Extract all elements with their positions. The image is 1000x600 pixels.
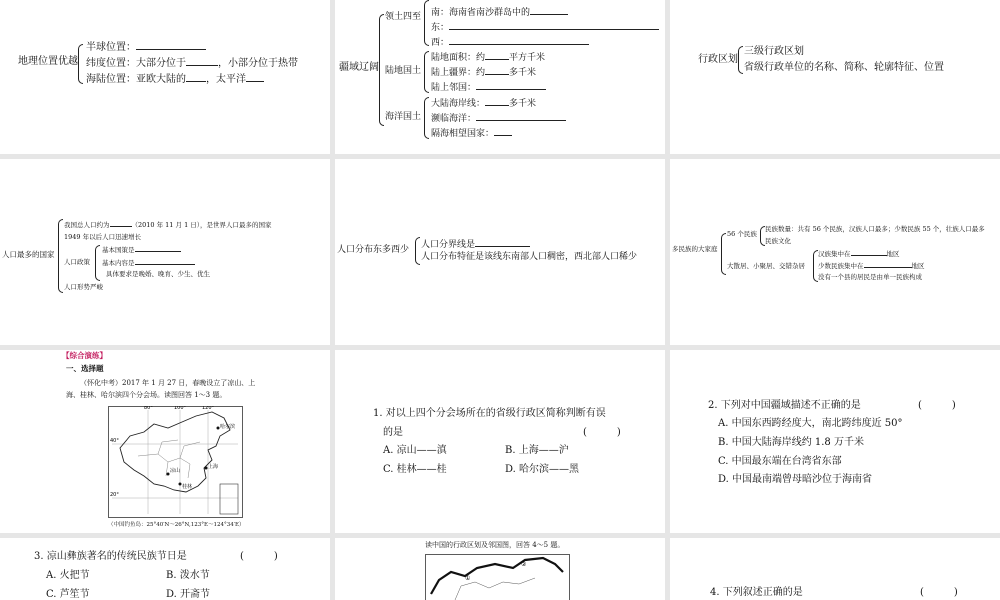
fill-blank (186, 56, 218, 66)
map-label: 80° (144, 406, 153, 411)
fill-blank (110, 220, 132, 227)
option-c[interactable]: C. 中国最东端在台湾省东部 (718, 456, 842, 467)
option-c[interactable]: C. 桂林——桂 (383, 464, 447, 475)
map-label: 凉山 (170, 468, 181, 474)
map-marker: ① (465, 575, 471, 582)
text-line: 基本国策是 (102, 245, 181, 254)
fill-blank (476, 80, 546, 90)
slide-geographic-location[interactable] (0, 0, 330, 154)
china-map (108, 406, 243, 518)
text-line: 海陆位置：亚欧大陆的 ，太平洋 (86, 72, 264, 86)
text-line: 隔海相望国家： (431, 126, 512, 140)
topic-title: 行政区划 (698, 54, 738, 65)
map-label: 20° (110, 492, 119, 498)
fill-blank (449, 20, 659, 30)
text-line: 汉族集中在 地区 (818, 250, 900, 258)
option-b[interactable]: B. 中国大陆海岸线约 1.8 万千米 (718, 437, 864, 448)
option-a[interactable]: A. 凉山——滇 (383, 445, 447, 456)
topic-title: 地理位置优越 (18, 56, 78, 67)
section-title: 【综合演练】 (62, 351, 107, 360)
question-intro: （怀化中考）2017 年 1 月 27 日，春晚设立了凉山、上 (80, 379, 256, 387)
fill-blank (530, 5, 568, 15)
topic-title: 人口最多的国家 (2, 250, 55, 259)
brace (424, 97, 429, 139)
text-line: 没有一个县的居民是由单一民族构成 (818, 273, 922, 281)
text-line: 东： (431, 20, 659, 34)
fill-blank (485, 50, 509, 60)
option-c[interactable]: C. 芦笙节 (46, 589, 90, 600)
brace (78, 44, 83, 84)
question-stem: 4. 下列叙述正确的是 (710, 587, 803, 598)
slide-administrative-division[interactable] (670, 0, 1000, 154)
fill-blank (851, 249, 887, 256)
question-stem: 的是 (383, 427, 403, 438)
fill-blank (864, 261, 912, 268)
group-label: 领土四至 (385, 12, 422, 22)
question-intro: 海、桂林、哈尔滨四个分会场。读图回答 1～3 题。 (66, 391, 227, 399)
answer-paren[interactable]: ( ) (240, 551, 278, 562)
slide-question-2[interactable] (670, 350, 1000, 533)
question-intro: 读中国的行政区划及邻国图，回答 4～5 题。 (425, 541, 565, 549)
topic-title: 疆域辽阔 (339, 62, 379, 73)
slide-question-3[interactable] (0, 538, 330, 600)
brace (424, 51, 429, 93)
slide-question-4[interactable] (670, 538, 1000, 600)
brace (415, 237, 420, 265)
text-line: 具体要求是晚婚、晚育、少生、优生 (106, 270, 210, 278)
map-label: 哈尔滨 (220, 424, 236, 430)
text-line: 西： (431, 35, 589, 49)
brace (95, 245, 100, 281)
admin-division-map (425, 554, 570, 600)
map-label: 桂林 (182, 484, 193, 490)
text-line: 基本内容是 (102, 258, 195, 267)
brace (424, 0, 429, 46)
slide-exercise-map[interactable] (0, 350, 330, 533)
text-line: 濒临海洋： (431, 111, 566, 125)
option-a[interactable]: A. 火把节 (46, 570, 90, 581)
option-d[interactable]: D. 开斋节 (166, 589, 211, 600)
text-line: 陆地面积：约 平方千米 (431, 50, 545, 64)
slide-exercise-map-2[interactable] (335, 538, 665, 600)
fill-blank (246, 72, 264, 82)
map-label: 40° (110, 438, 119, 444)
text-line: 半球位置： (86, 40, 206, 54)
text-line: 纬度位置：大部分位于 ，小部分位于热带 (86, 58, 298, 69)
group-label: 陆地国土 (385, 66, 422, 76)
answer-paren[interactable]: ( ) (583, 427, 621, 438)
slide-population[interactable] (0, 159, 330, 345)
text-line: 民族数量：共有 56 个民族，汉族人口最多；少数民族 55 个，壮族人口最多 (765, 225, 985, 233)
group-label: 人口政策 (64, 258, 90, 266)
question-stem: 3. 凉山彝族著名的传统民族节日是 (34, 551, 187, 562)
fill-blank (186, 72, 206, 82)
question-stem: 2. 下列对中国疆域描述不正确的是 (708, 400, 861, 411)
fill-blank (136, 40, 206, 50)
map-label: 100° (174, 406, 187, 411)
map-label: 120° (202, 406, 215, 411)
topic-title: 人口分布东多西少 (337, 245, 410, 255)
option-a[interactable]: A. 中国东西跨经度大，南北跨纬度近 50° (718, 418, 903, 429)
text-line: 少数民族集中在 地区 (818, 262, 925, 270)
fill-blank (485, 96, 509, 106)
text-line: 三级行政区划 (744, 46, 804, 57)
slide-question-1[interactable] (335, 350, 665, 533)
option-d[interactable]: D. 中国最南端曾母暗沙位于海南省 (718, 474, 873, 485)
brace (721, 233, 726, 275)
slide-ethnic-groups[interactable] (670, 159, 1000, 345)
answer-paren[interactable]: ( ) (918, 400, 956, 411)
map-caption: （中国钓鱼岛：25°40′N～26°N,123°E～124°34′E） (108, 522, 245, 528)
map-marker: ② (521, 561, 527, 568)
fill-blank (449, 35, 589, 45)
option-d[interactable]: D. 哈尔滨——黑 (505, 464, 580, 475)
fill-blank (485, 65, 509, 75)
option-b[interactable]: B. 上海——沪 (505, 445, 569, 456)
fill-blank (494, 126, 512, 136)
text-line: 1949 年以后人口迅速增长 (64, 233, 142, 241)
answer-paren[interactable]: ( ) (920, 587, 958, 598)
brace (738, 46, 743, 74)
slide-territory[interactable] (335, 0, 665, 154)
part-title: 一、选择题 (66, 364, 104, 373)
text-line: 陆上邻国： (431, 80, 546, 94)
text-line: 人口分布特征是该线东南部人口稠密，西北部人口稀少 (421, 252, 638, 262)
text-line: 省级行政单位的名称、简称、轮廓特征、位置 (744, 62, 944, 73)
map-label: 上海 (208, 464, 219, 470)
group-label: 海洋国土 (385, 112, 422, 122)
fill-blank (135, 258, 195, 265)
fill-blank (475, 237, 530, 247)
brace (58, 219, 63, 293)
question-stem: 1. 对以上四个分会场所在的省级行政区简称判断有误 (373, 408, 606, 419)
text-line: 陆上疆界：约 多千米 (431, 65, 536, 79)
text-line: 民族文化 (765, 237, 791, 245)
topic-title: 多民族的大家庭 (672, 245, 718, 253)
text-line: 人口分界线是 (421, 237, 530, 251)
fill-blank (476, 111, 566, 121)
text-line: 人口形势严峻 (64, 283, 103, 291)
text-line: 大陆海岸线： 多千米 (431, 96, 536, 110)
brace (379, 14, 384, 126)
group-label: 大散居、小聚居、交错杂居 (727, 262, 805, 270)
option-b[interactable]: B. 泼水节 (166, 570, 210, 581)
group-label: 56 个民族 (727, 230, 757, 238)
slide-population-distribution[interactable] (335, 159, 665, 345)
text-line: 我国总人口约为 （2010 年 11 月 1 日），是世界人口最多的国家 (64, 221, 272, 229)
fill-blank (135, 245, 181, 252)
text-line: 南：海南省南沙群岛中的 (431, 5, 568, 19)
